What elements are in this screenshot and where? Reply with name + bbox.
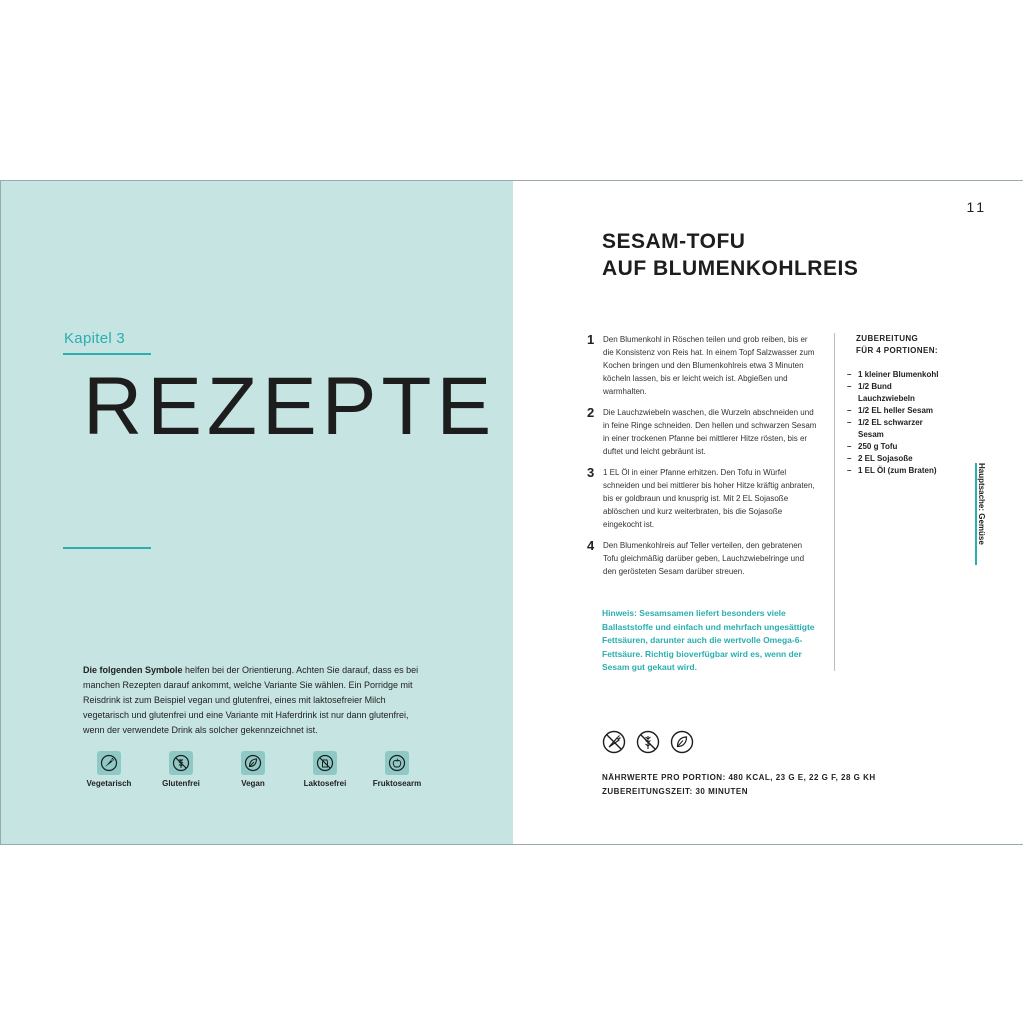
book-spread — [0, 180, 1023, 845]
hint-note: Hinweis: Sesamsamen liefert besonders viele Ballaststoffe und einfach und mehrfach ungesättigte Fettsäuren, darunter auch die wertvolle Omega-6-Fettsäure. Richtig bioverfügbar wird es, wenn der Sesam gut gekaut wird. — [602, 608, 815, 672]
page-number: 11 — [966, 199, 987, 215]
carrot-icon — [97, 751, 121, 775]
chapter-label: Kapitel 3 — [64, 330, 126, 347]
step-number: 4 — [587, 538, 595, 553]
step-text: 1 EL Öl in einer Pfanne erhitzen. Den Tofu in Würfel schneiden und bei mittlerer bis hoher Hitze kräftig anbraten, bis er goldbraun und knusprig ist. Mit 2 EL Sojasoße ablöschen und kurz weiterbraten, bis die Sojasoße eingekocht ist. — [603, 468, 815, 529]
recipe-diet-icons — [602, 730, 694, 754]
symbol-label: Vegan — [241, 779, 265, 788]
symbol-vegetarian — [73, 751, 145, 788]
leaf-icon — [241, 751, 265, 775]
symbol-label: Glutenfrei — [162, 779, 200, 788]
column-divider — [834, 333, 835, 671]
chapter-title: REZEPTE — [83, 361, 497, 452]
preparation-steps — [587, 333, 819, 586]
intro-text: helfen bei der Orientierung. Achten Sie darauf, dass es bei manchen Rezepten darauf ankommt, welche Variante Sie wählen. Ein Porridge mit Reisdrink ist zum Beispiel vegan und glutenfrei, eines mit laktosefreier Milch vegetarisch und glutenfrei und eine Variante mit Haferdrink ist nur dann glutenfrei, wenn der verwendete Drink als solcher gekennzeichnet ist. — [83, 665, 419, 735]
symbol-lactose-free — [289, 751, 361, 788]
ingredients-heading — [856, 333, 938, 357]
recipe-title-line-2: AUF BLUMENKOHLREIS — [602, 257, 859, 280]
recipe-title-line-1: SESAM-TOFU — [602, 230, 746, 253]
symbols-intro — [83, 663, 421, 738]
right-page — [513, 181, 1023, 844]
step-2 — [587, 406, 819, 458]
section-side-tab — [975, 463, 987, 565]
intro-bold: Die folgenden Symbole — [83, 665, 183, 675]
preparation-time: ZUBEREITUNGSZEIT: 30 MINUTEN — [602, 787, 749, 796]
step-number: 2 — [587, 405, 595, 420]
recipe-title — [602, 228, 858, 282]
ingredient-item: – 1/2 Bund Lauchzwiebeln — [847, 381, 947, 405]
step-text: Den Blumenkohl in Röschen teilen und grob reiben, bis er die Konsistenz von Reis hat. In einem Topf Salzwasser zum Kochen bringen und den Blumenkohlreis etwa 3 Minuten köcheln lassen, bis er leicht weich ist. Abgießen und warmhalten. — [603, 335, 815, 396]
symbol-label: Fruktosearm — [372, 779, 422, 788]
carrot-crossed-icon — [602, 730, 626, 754]
symbol-label: Laktosefrei — [303, 779, 347, 788]
ingredients-heading-line-2: FÜR 4 PORTIONEN: — [856, 346, 938, 355]
chapter-divider — [63, 547, 151, 549]
symbol-vegan — [217, 751, 289, 788]
nutrition-info — [602, 771, 876, 799]
symbol-gluten-free — [145, 751, 217, 788]
ingredient-item: – 1 EL Öl (zum Braten) — [847, 465, 947, 477]
step-1 — [587, 333, 819, 398]
symbol-low-fructose — [361, 751, 433, 788]
step-3 — [587, 466, 819, 531]
ingredient-item: – 1/2 EL schwarzer Sesam — [847, 417, 947, 441]
ingredients-heading-line-1: ZUBEREITUNG — [856, 334, 919, 343]
step-text: Die Lauchzwiebeln waschen, die Wurzeln abschneiden und in feine Ringe schneiden. Den hellen und schwarzen Sesam in einer trockenen Pfanne bei mittlerer Hitze rösten, bis er duftet und leicht gebräunt ist. — [603, 408, 817, 456]
section-side-tab-label: Hauptsache: Gemüse — [977, 463, 986, 545]
apple-icon — [385, 751, 409, 775]
leaf-icon — [670, 730, 694, 754]
ingredients-list — [847, 369, 947, 477]
step-number: 3 — [587, 465, 595, 480]
ingredient-item: – 1 kleiner Blumenkohl — [847, 369, 947, 381]
step-4 — [587, 539, 819, 578]
symbol-legend — [73, 751, 433, 788]
step-number: 1 — [587, 332, 595, 347]
ingredient-item: – 250 g Tofu — [847, 441, 947, 453]
symbol-label: Vegetarisch — [86, 779, 132, 788]
left-page — [1, 181, 513, 844]
nutrition-values: NÄHRWERTE PRO PORTION: 480 KCAL, 23 G E, 22 G F, 28 G KH — [602, 773, 876, 782]
wheat-crossed-icon — [636, 730, 660, 754]
milk-crossed-icon — [313, 751, 337, 775]
ingredient-item: – 2 EL Sojasoße — [847, 453, 947, 465]
step-text: Den Blumenkohlreis auf Teller verteilen, den gebratenen Tofu gleichmäßig darüber geben, Lauchzwiebelringe und den gerösteten Sesam darüber streuen. — [603, 541, 805, 576]
ingredient-item: – 1/2 EL heller Sesam — [847, 405, 947, 417]
wheat-crossed-icon — [169, 751, 193, 775]
chapter-underline — [63, 353, 151, 355]
